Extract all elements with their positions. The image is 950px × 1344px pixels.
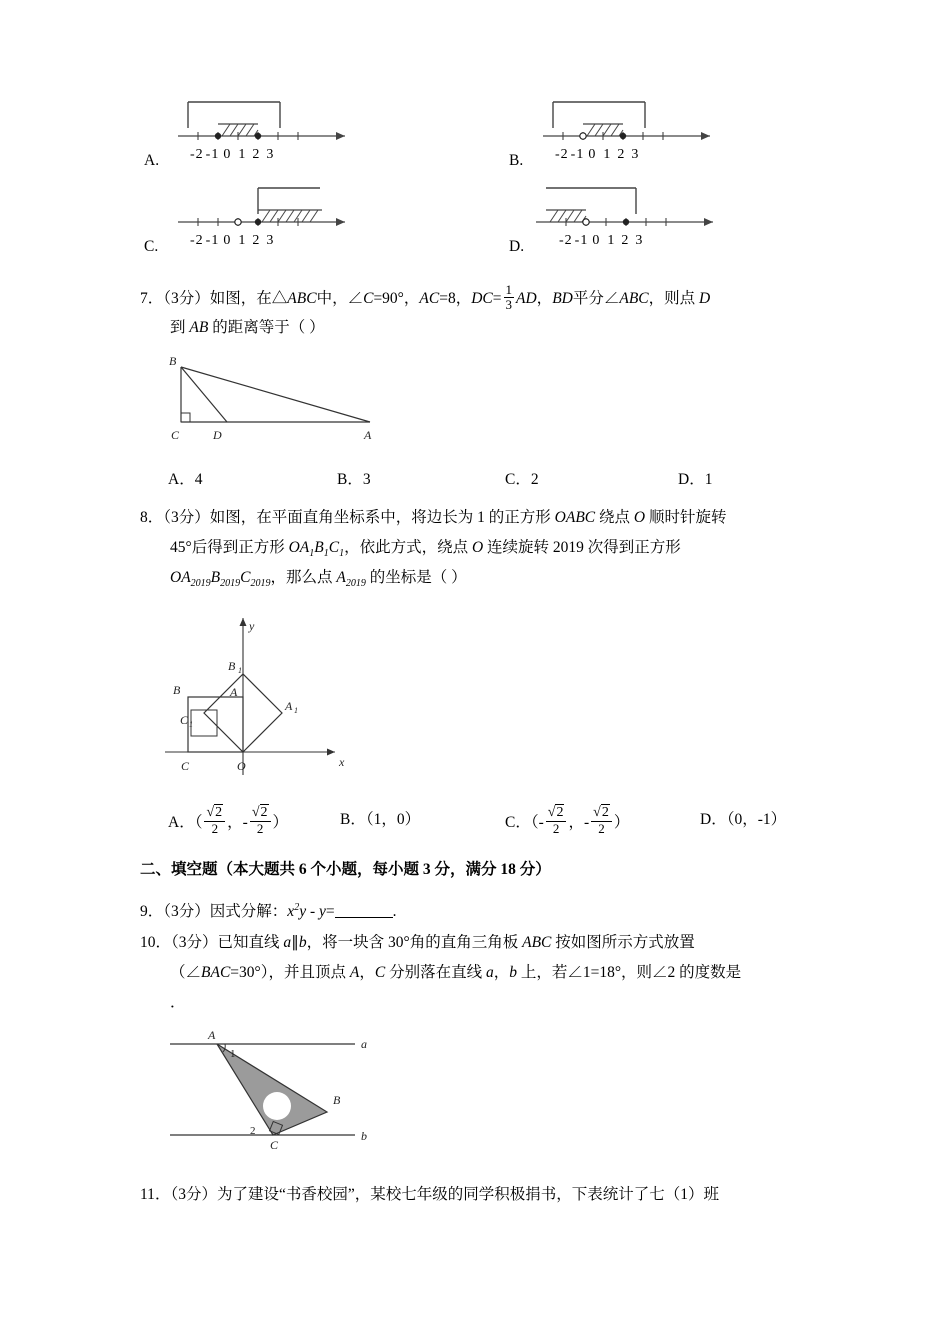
q8-opt-c-num2 (591, 805, 612, 822)
q7-abc: ABC (287, 289, 317, 307)
q10-line2c: ， (359, 964, 375, 981)
q8-coordinate-figure (155, 600, 405, 785)
q8-number: 8 (140, 509, 148, 526)
q7-option-a[interactable]: A．4 (168, 471, 203, 488)
svg-text:a: a (361, 1037, 367, 1051)
q10-line2b: =30°），并且顶点 (230, 964, 350, 981)
q7-line2a: 到 (170, 319, 190, 336)
svg-text:B: B (228, 659, 236, 673)
sqrt-icon: √2 (547, 805, 564, 820)
q7-ad: AD (516, 289, 537, 307)
q7-line2b: 的距离等于（ ） (208, 319, 325, 336)
svg-text:y: y (249, 619, 255, 633)
q8-option-a-frac1 (204, 805, 225, 835)
question-11: 11．（3分）为了建设“书香校园”，某校七年级的同学积极捐书，下表统计了七（1）班 (140, 1186, 719, 1203)
q11-number: 11 (140, 1186, 155, 1203)
q7-option-b[interactable]: B．3 (337, 471, 371, 488)
q6-choice-d-ticklabels: -2 -1 0 1 2 3 (559, 233, 644, 248)
q8-opt-c-den2: 2 (598, 820, 605, 836)
q8-sub1: 1 (309, 548, 315, 560)
q10-bac: BAC (201, 964, 231, 981)
q10-line1a: 已知直线 (217, 934, 284, 951)
q8-opt-a-num1 (204, 805, 225, 822)
q7-text5: ， (536, 289, 553, 307)
q10-line2a: （∠ (170, 964, 202, 981)
q10-c2: C (374, 964, 386, 981)
q8-line3f: 的坐标是（ ） (365, 569, 467, 586)
q10-a2: A (349, 964, 360, 981)
q7-number: 7 (140, 289, 148, 307)
q10-line1c: 按如图所示方式放置 (551, 934, 695, 951)
q8-line1c: 顺时针旋转 (645, 509, 727, 526)
q8-sub2019b: 2019 (220, 578, 241, 590)
question-8-line3 (170, 563, 900, 599)
q10-line2e: ， (493, 964, 510, 981)
q10-a: a (283, 934, 292, 951)
svg-text:1: 1 (189, 720, 193, 729)
q7-bd: BD (552, 289, 573, 307)
q8-opt-c-radicand1: 2 (556, 805, 564, 820)
svg-text:B: B (333, 1093, 341, 1107)
q8-opt-c-den1: 2 (552, 820, 560, 836)
svg-text:C: C (181, 759, 190, 773)
q8-option-d[interactable]: D．（0，-1） (700, 811, 787, 828)
q6-choice-a-ticklabels: -2 -1 0 1 2 3 (190, 147, 275, 162)
q6-option-b-label[interactable]: B. (509, 152, 524, 169)
svg-text:C: C (270, 1138, 279, 1152)
q8-sub2019c: 2019 (250, 578, 271, 590)
q6-choice-b-ticklabels: -2 -1 0 1 2 3 (555, 147, 640, 162)
q8-sub2019a: 2019 (190, 578, 211, 590)
question-7-line2 (170, 313, 870, 343)
q8-option-b[interactable]: B．（1，0） (340, 811, 421, 828)
svg-text:O: O (237, 759, 246, 773)
q9-score: （3分） (163, 903, 210, 921)
q8-opt-a-den1: 2 (211, 820, 219, 836)
q7-option-d[interactable]: D．1 (678, 471, 713, 488)
svg-text:B: B (173, 683, 181, 697)
q7-text2: 中，∠ (316, 289, 364, 307)
q7-text7: ，则点 (648, 289, 700, 307)
q6-option-c-label[interactable]: C. (144, 238, 159, 255)
svg-text:b: b (361, 1129, 367, 1143)
q6-choice-c-ticklabels: -2 -1 0 1 2 3 (190, 233, 275, 248)
q7-option-c[interactable]: C．2 (505, 471, 539, 488)
svg-text:A: A (208, 1028, 216, 1042)
question-10-line3: ． (170, 994, 186, 1011)
q8-opt-a-den2: 2 (256, 820, 264, 836)
question-10: 10．（3分）已知直线 a∥b，将一块含 30°角的直角三角板 ABC 按如图所示方式放置 (140, 934, 695, 951)
q7-text6: 平分∠ (572, 289, 620, 307)
sqrt-icon: √2 (206, 805, 223, 820)
q9-y2: y (319, 903, 326, 921)
q7-dc: DC (471, 289, 493, 307)
sqrt-icon: √2 (593, 805, 609, 820)
q8-line2a: 45°后得到正方形 (170, 539, 289, 556)
q10-b: b (298, 934, 307, 951)
q10-number: 10 (140, 934, 156, 951)
q8-option-c-open: （- (530, 813, 544, 831)
q11-text: 为了建设“书香校园”，某校七年级的同学积极捐书，下表统计了七（1）班 (216, 1186, 719, 1203)
q9-answer-blank[interactable] (335, 916, 393, 918)
q8-oabc: OABC (554, 509, 596, 526)
q8-option-a[interactable] (168, 805, 288, 838)
q8-line3d: ，那么点 (270, 569, 337, 586)
q7-abc2: ABC (619, 289, 649, 307)
question-10-line2 (170, 958, 910, 988)
q8-sub2: 1 (323, 548, 329, 560)
q8-option-a-open: （ (194, 813, 203, 831)
q8-option-c-frac1 (546, 805, 567, 835)
q8-opt-a-radicand1: 2 (215, 805, 223, 820)
q9-equals: = (325, 903, 335, 921)
q7-ab: AB (189, 319, 209, 336)
q7-text3: =90°， (373, 289, 420, 307)
q9-y: y (299, 903, 307, 921)
svg-text:1: 1 (230, 1048, 236, 1060)
question-9: 9．（3分）因式分解：$x^2y - y=$ . (140, 902, 397, 921)
q10-a3: a (485, 964, 494, 981)
q7-score: （3分） (163, 289, 210, 307)
q8-line2b: ，依此方式，绕点 (344, 539, 472, 556)
q10-line1b: ，将一块含 30°角的直角三角板 (306, 934, 523, 951)
q8-oa1: OA (288, 539, 310, 556)
q10-line2d: 分别落在直线 (385, 964, 486, 981)
q8-opt-a-radicand2: 2 (260, 805, 268, 820)
q10-score: （3分） (171, 934, 218, 951)
q8-line3b: B (210, 569, 221, 586)
q7-triangle-figure (155, 355, 415, 445)
svg-text:C: C (180, 713, 189, 727)
svg-text:D: D (213, 428, 222, 442)
svg-text:A: A (285, 699, 293, 713)
q8-opt-c-close: ） (613, 813, 630, 831)
q7-frac-num: 1 (505, 282, 512, 297)
q8-option-c-frac2 (591, 805, 612, 835)
q11-score: （3分） (170, 1186, 217, 1203)
q8-line3a: OA (170, 569, 191, 586)
svg-text:A: A (364, 428, 372, 442)
q9-x: x (287, 903, 295, 921)
svg-text:2: 2 (250, 1125, 256, 1137)
q8-opt-a-num2 (250, 805, 271, 822)
sqrt-icon: √2 (251, 805, 268, 820)
q8-opt-c-radicand2: 2 (601, 805, 609, 820)
q8-opt-c-comma: ，- (568, 813, 590, 831)
svg-text:B: B (169, 355, 177, 368)
svg-text:C: C (171, 428, 180, 442)
q7-text4: =8， (439, 289, 472, 307)
q7-fraction (504, 283, 515, 311)
q9-number: 9 (140, 903, 148, 921)
q6-option-d-label[interactable]: D. (509, 238, 525, 255)
q8-line3c: C (240, 569, 251, 586)
q9-period: . (392, 903, 397, 921)
svg-text:1: 1 (294, 706, 298, 715)
q7-ac: AC (419, 289, 440, 307)
q9-minus: - (306, 903, 319, 921)
q10-par: ∥ (291, 934, 299, 951)
question-7: 7．（3分）如图，在△ABC中，∠C=90°，AC=8，DC= $\frac{1}{3}$ AD，BD平分∠ABC，则点 D (140, 282, 711, 312)
q8-line2c: 连续旋转 2019 次得到正方形 (483, 539, 681, 556)
q8-option-c[interactable] (505, 805, 629, 838)
q7-d: D (699, 289, 711, 307)
q8-opt-a-comma: ，- (227, 813, 248, 831)
q8-option-a-label: A． (168, 813, 195, 831)
q8-b1: B (314, 539, 324, 556)
q8-opt-a-close: ） (272, 813, 289, 831)
q10-line2f: 上，若∠1=18°，则∠2 的度数是 (516, 964, 742, 981)
q10-triangle-lines-figure (155, 1022, 415, 1152)
svg-text:A: A (230, 685, 238, 699)
q10-abc: ABC (522, 934, 552, 951)
q7-c: C (363, 289, 374, 307)
q8-opt-c-num1 (546, 805, 567, 822)
section-2-title: 二、填空题（本大题共 6 个小题，每小题 3 分，满分 18 分） (140, 861, 551, 878)
svg-text:1: 1 (238, 666, 242, 675)
q8-score: （3分） (163, 509, 210, 526)
q8-sub2019d: 2019 (345, 578, 366, 590)
q8-option-a-frac2 (250, 805, 271, 835)
q9-text: 因式分解： (209, 903, 288, 921)
q10-b3: b (509, 964, 517, 981)
q6-option-a-label[interactable]: A. (144, 152, 160, 169)
question-8: 8．（3分）如图，在平面直角坐标系中，将边长为 1 的正方形 OABC 绕点 O 顺时针旋转 (140, 509, 727, 526)
q8-c1: C (328, 539, 340, 556)
q9-sup: 2 (294, 902, 300, 913)
svg-text:x: x (339, 755, 345, 769)
q8-o: O (633, 509, 646, 526)
q8-option-c-label: C． (505, 813, 531, 831)
q7-frac-den: 3 (505, 296, 512, 312)
q8-o2: O (471, 539, 484, 556)
q8-line3e: A (336, 569, 346, 586)
q7-eq: = (492, 289, 502, 307)
q8-line1: 如图，在平面直角坐标系中，将边长为 1 的正方形 (209, 509, 555, 526)
q7-text1: 如图，在△ (209, 289, 288, 307)
q8-line1b: 绕点 (595, 509, 634, 526)
q8-sub3: 1 (339, 548, 345, 560)
